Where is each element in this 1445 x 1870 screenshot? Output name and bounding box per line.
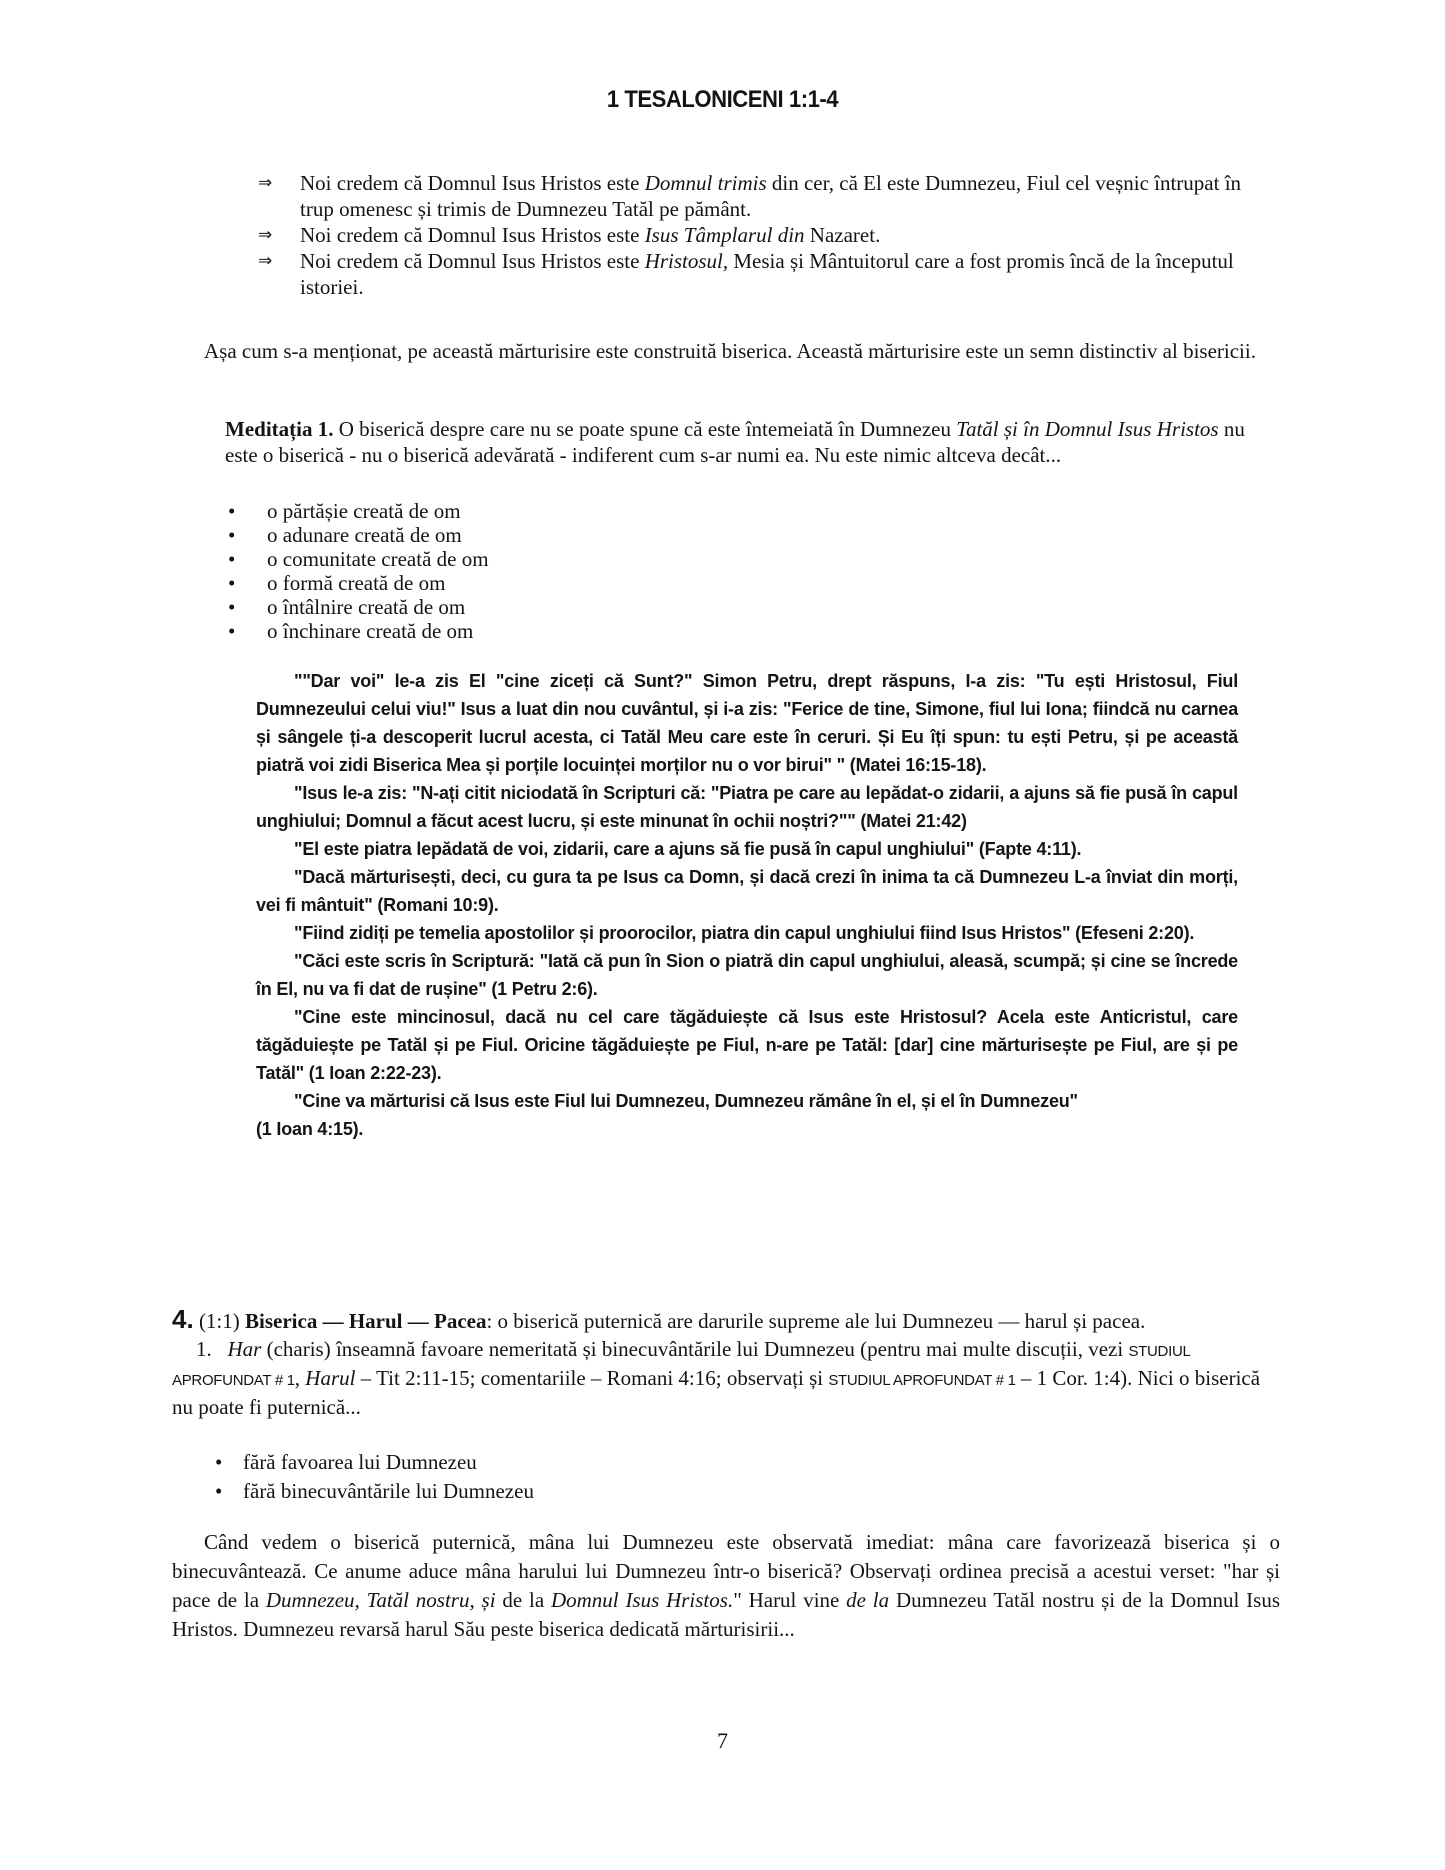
closing-paragraph: Când vedem o biserică puternică, mâna lui Dumnezeu este observată imediat: mâna care favorizează biserica și o binecuvântează. Ce anume aduce mâna harului lui Dumnezeu într-o biserică? Observați ordinea precisă a acestui verset: "har și pace de la Dumnezeu, Tatăl nostru, și de la Domnul Isus Hristos." Harul vine de la Dumnezeu Tatăl nostru și de la Domnul Isus Hristos. Dumnezeu revarsă harul Său peste biserica dedicată mărturisirii...	[172, 1530, 1281, 1641]
confession-item: ⇒ Noi credem că Domnul Isus Hristos este Hristosul, Mesia și Mântuitorul care a fost promis încă de la începutul istoriei.	[258, 249, 1234, 299]
meditation-label: Meditația 1.	[225, 417, 334, 441]
bullet-icon: •	[228, 619, 236, 643]
confession-item: ⇒ Noi credem că Domnul Isus Hristos este Isus Tâmplarul din Nazaret.	[258, 223, 881, 247]
list-item: • fără binecuvântările lui Dumnezeu	[213, 1477, 534, 1506]
scripture-reference: (1 Ioan 4:15).	[256, 1119, 364, 1139]
list-item: • o închinare creată de om	[228, 619, 474, 643]
scripture-quote: "Cine este mincinosul, dacă nu cel care tăgăduiește că Isus este Hristosul? Acela este Anticristul, care tăgăduiește pe Tatăl și pe Fiul. Oricine tăgăduiește pe Fiul, n-are pe Tatăl: [dar] cine mărturisește pe Fiul, are și pe Tatăl" (1 Ioan 2:22-23).	[256, 1007, 1238, 1083]
study-link: STUDIUL APROFUNDAT # 1	[828, 1372, 1016, 1389]
bullet-icon: •	[215, 1450, 223, 1474]
scripture-quote: "Dacă mărturisești, deci, cu gura ta pe Isus ca Domn, și dacă crezi în inima ta că Dumnezeu L-a înviat din morți, vei fi mântuit" (Romani 10:9).	[256, 867, 1238, 915]
bullet-icon: •	[215, 1479, 223, 1503]
scripture-quote: "Căci este scris în Scriptură: "Iată că pun în Sion o piatră din capul unghiului, aleasă, scumpă; și cine se încrede în El, nu va fi dat de rușine" (1 Petru 2:6).	[256, 951, 1238, 999]
section-4	[172, 1306, 1280, 1420]
section-4-heading: 4. (1:1) Biserica — Harul — Pacea: o biserică puternică are darurile supreme ale lui Dumnezeu — harul și pacea.	[172, 1304, 1146, 1334]
confession-list	[258, 170, 1278, 300]
section-heading: Biserica — Harul — Pacea	[245, 1309, 487, 1333]
scripture-quotes	[256, 667, 1238, 1143]
section-4-point-1: 1. Har (charis) înseamnă favoare nemeritată și binecuvântările lui Dumnezeu (pentru mai multe discuții, vezi STUDIUL APROFUNDAT # 1, Harul – Tit 2:11-15; comentariile – Romani 4:16; observați și STUDIUL APROFUNDAT # 1 – 1 Cor. 1:4). Nici o biserică nu poate fi puternică...	[172, 1337, 1261, 1419]
bullet-icon: •	[228, 595, 236, 619]
section-4-bullet-list	[213, 1448, 534, 1506]
double-arrow-icon: ⇒	[258, 225, 273, 245]
scripture-quote: "Fiind zidiți pe temelia apostolilor și proorocilor, piatra din capul unghiului fiind Isus Hristos" (Efeseni 2:20).	[294, 923, 1195, 943]
page-number: 7	[717, 1728, 728, 1753]
meditation-bullet-list	[225, 499, 925, 643]
scripture-quote: ""Dar voi" le-a zis El "cine ziceți că Sunt?" Simon Petru, drept răspuns, I-a zis: "Tu ești Hristosul, Fiul Dumnezeului celui viu!" Isus a luat din nou cuvântul, și i-a zis: "Ferice de tine, Simone, fiul lui Iona; fiindcă nu carnea și sângele ți-a descoperit lucrul acesta, ci Tatăl Meu care este în ceruri. Și Eu îți spun: tu ești Petru, și pe această piatră voi zidi Biserica Mea și porțile locuinței morților nu o vor birui" " (Matei 16:15-18).	[256, 671, 1238, 775]
scripture-quote: "El este piatra lepădată de voi, zidarii, care a ajuns să fie pusă în capul unghiului" (Fapte 4:11).	[294, 839, 1082, 859]
bullet-icon: •	[228, 523, 236, 547]
list-item: • fără favoarea lui Dumnezeu	[213, 1448, 534, 1477]
list-item: • o formă creată de om	[228, 571, 446, 595]
intro-paragraph: Așa cum s-a menționat, pe această mărturisire este construită biserica. Această mărturisire este un semn distinctiv al bisericii.	[204, 339, 1256, 363]
scripture-quote: "Isus le-a zis: "N-ați citit niciodată în Scripturi că: "Piatra pe care au lepădat-o zidarii, a ajuns să fie pusă în capul unghiului; Domnul a făcut acest lucru, și este minunat în ochii noștri?"" (Matei 21:42)	[256, 783, 1238, 831]
study-link: STUDIUL APROFUNDAT # 1	[172, 1343, 1190, 1389]
list-item: • o întâlnire creată de om	[228, 595, 466, 619]
bullet-icon: •	[228, 571, 236, 595]
list-item: • o adunare creată de om	[228, 523, 462, 547]
page-title: 1 TESALONICENI 1:1-4	[606, 86, 839, 113]
section-number: 4.	[172, 1304, 194, 1334]
confession-item: ⇒ Noi credem că Domnul Isus Hristos este Domnul trimis din cer, că El este Dumnezeu, Fiul cel veșnic întrupat în trup omenesc și trimis de Dumnezeu Tatăl pe pământ.	[258, 171, 1242, 221]
list-item: • o părtășie creată de om	[228, 499, 461, 523]
double-arrow-icon: ⇒	[258, 173, 273, 193]
bullet-icon: •	[228, 547, 236, 571]
double-arrow-icon: ⇒	[258, 251, 273, 271]
meditation-block: Meditația 1. O biserică despre care nu se poate spune că este întemeiată în Dumnezeu Tatăl și în Domnul Isus Hristos nu este o biserică - nu o biserică adevărată - indiferent cum s-ar numi ea. Nu este nimic altceva decât...	[225, 417, 1245, 467]
scripture-quote: "Cine va mărturisi că Isus este Fiul lui Dumnezeu, Dumnezeu rămâne în el, și el în Dumnezeu"	[294, 1091, 1078, 1111]
bullet-icon: •	[228, 499, 236, 523]
list-item: • o comunitate creată de om	[228, 547, 489, 571]
